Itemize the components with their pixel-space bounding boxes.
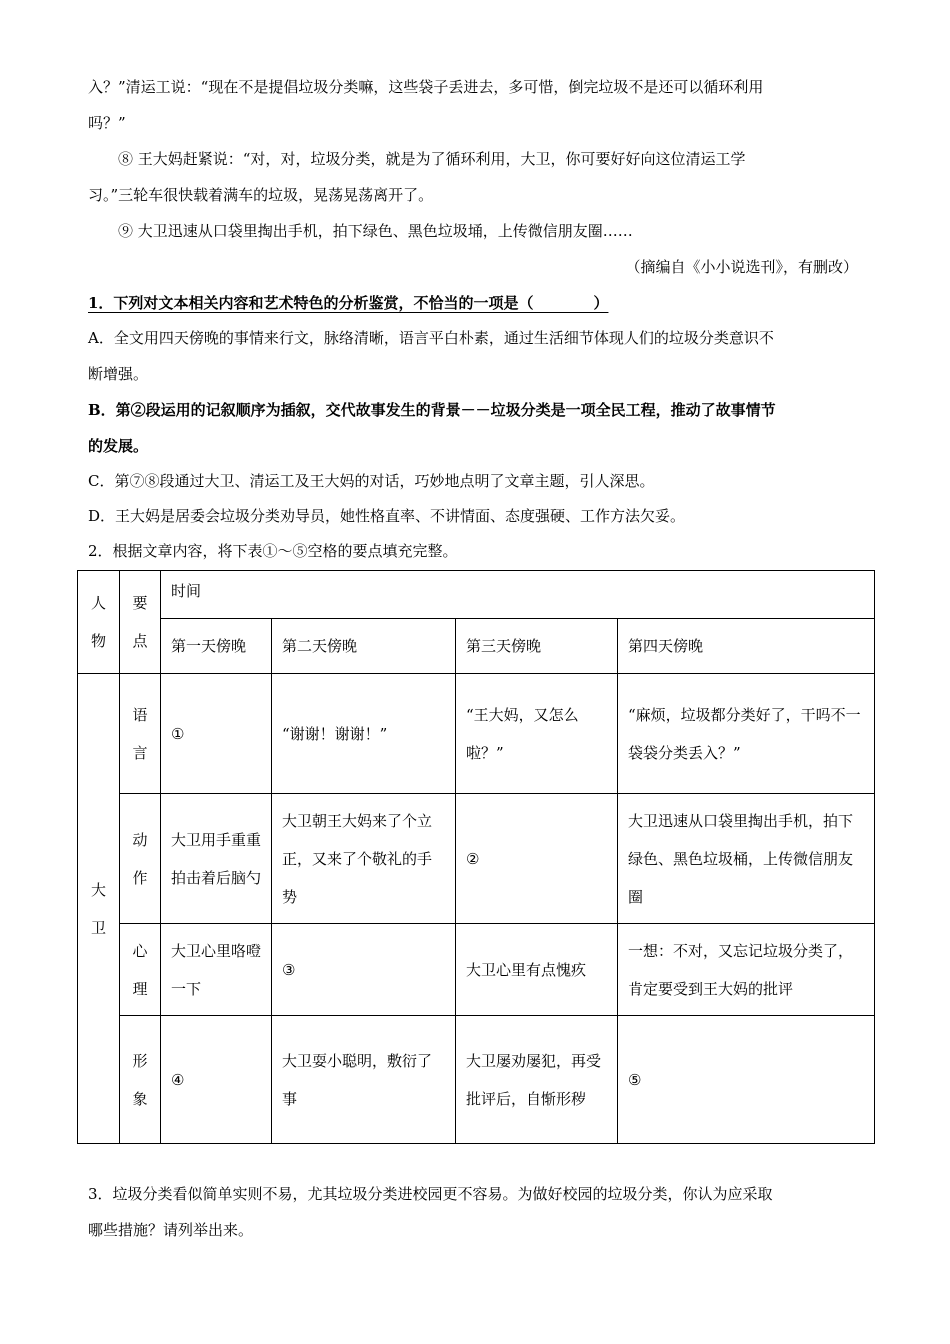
cell-language-day2: “谢谢！谢谢！”	[272, 674, 456, 794]
person-cell	[78, 674, 120, 1144]
row-action-point: 动作	[132, 830, 148, 887]
header-point-cell	[120, 571, 161, 674]
q1-option-d: D．王大妈是居委会垃圾分类劝导员，她性格直率、不讲情面、态度强硬、工作方法欠妥。	[88, 507, 686, 525]
q1-option-b-line1: B．第②段运用的记叙顺序为插叙，交代故事发生的背景－－垃圾分类是一项全民工程，推动了故事情节	[88, 401, 776, 419]
header-day-4: 第四天傍晚	[618, 619, 875, 674]
row-action-point-cell	[120, 794, 161, 924]
header-person-cell	[78, 571, 120, 674]
cell-mind-day4: 一想：不对，又忘记垃圾分类了，肯定要受到王大妈的批评	[618, 924, 875, 1016]
cell-mind-day3: 大卫心里有点愧疚	[456, 924, 618, 1016]
cell-image-day1: ④	[161, 1016, 272, 1144]
cell-mind-day1: 大卫心里咯噔一下	[161, 924, 272, 1016]
header-day-2: 第二天傍晚	[272, 619, 456, 674]
q2-stem: 2．根据文章内容，将下表①～⑤空格的要点填充完整。	[88, 542, 458, 560]
row-mind-point: 心理	[132, 941, 148, 998]
cell-action-day1: 大卫用手重重拍击着后脑勺	[161, 794, 272, 924]
q1-stem: 1．下列对文本相关内容和艺术特色的分析鉴赏，不恰当的一项是（ ）	[88, 294, 609, 312]
q3-stem-line1: 3．垃圾分类看似简单实则不易，尤其垃圾分类进校园更不容易。为做好校园的垃圾分类，你认为应采取	[88, 1185, 773, 1203]
passage-p9: ⑨ 大卫迅速从口袋里掏出手机，拍下绿色、黑色垃圾埇，上传微信朋友圈……	[118, 222, 633, 240]
cell-mind-day2: ③	[272, 924, 456, 1016]
passage-p8-line1: ⑧ 王大妈赶紧说：“对，对，垃圾分类，就是为了循环利用，大卫，你可要好好向这位清运工学	[118, 150, 746, 168]
row-language-point: 语言	[132, 705, 148, 762]
cell-image-day4: ⑤	[618, 1016, 875, 1144]
header-point: 要点	[132, 594, 148, 650]
cell-image-day2: 大卫耍小聪明，敷衍了事	[272, 1016, 456, 1144]
q1-option-a-line2: 断增强。	[88, 365, 149, 383]
row-image-point-cell	[120, 1016, 161, 1144]
cell-language-day3: “王大妈，又怎么啦？”	[456, 674, 618, 794]
row-language-point-cell	[120, 674, 161, 794]
row-image-point: 形象	[132, 1051, 148, 1108]
cell-action-day3: ②	[456, 794, 618, 924]
q1-option-a-line1: A．全文用四天傍晚的事情来行文，脉络清晰，语言平白朴素，通过生活细节体现人们的垃圾分类意识不	[88, 329, 774, 347]
q3-stem-line2: 哪些措施？请列举出来。	[88, 1221, 254, 1239]
cell-action-day2: 大卫朝王大妈来了个立正，又来了个敬礼的手势	[272, 794, 456, 924]
passage-p8-line2: 习。”三轮车很快载着满车的垃圾，晃荡晃荡离开了。	[88, 186, 434, 204]
header-time: 时间	[161, 571, 875, 619]
cell-language-day1: ①	[161, 674, 272, 794]
passage-source: （摘编自《小小说选刊》，有删改）	[625, 258, 858, 276]
q1-option-c: C．第⑦⑧段通过大卫、清运工及王大妈的对话，巧妙地点明了文章主题，引人深思。	[88, 472, 655, 490]
person-name: 大卫	[90, 880, 106, 937]
passage-p7-line2: 吗？”	[88, 114, 126, 132]
q1-option-b-line2: 的发展。	[88, 437, 149, 455]
header-day-3: 第三天傍晚	[456, 619, 618, 674]
cell-language-day4: “麻烦，垃圾都分类好了，干吗不一袋袋分类丢入？”	[618, 674, 875, 794]
header-person: 人物	[90, 594, 106, 650]
cell-image-day3: 大卫屡劝屡犯，再受批评后，自惭形秽	[456, 1016, 618, 1144]
cell-action-day4: 大卫迅速从口袋里掏出手机，拍下绿色、黑色垃圾桶，上传微信朋友圈	[618, 794, 875, 924]
row-mind-point-cell	[120, 924, 161, 1016]
header-day-1: 第一天傍晚	[161, 619, 272, 674]
passage-p7-line1: 入？”清运工说：“现在不是提倡垃圾分类嘛，这些袋子丢进去，多可惜，倒完垃圾不是还可以循环利用	[88, 78, 764, 96]
q2-table	[77, 570, 875, 1144]
